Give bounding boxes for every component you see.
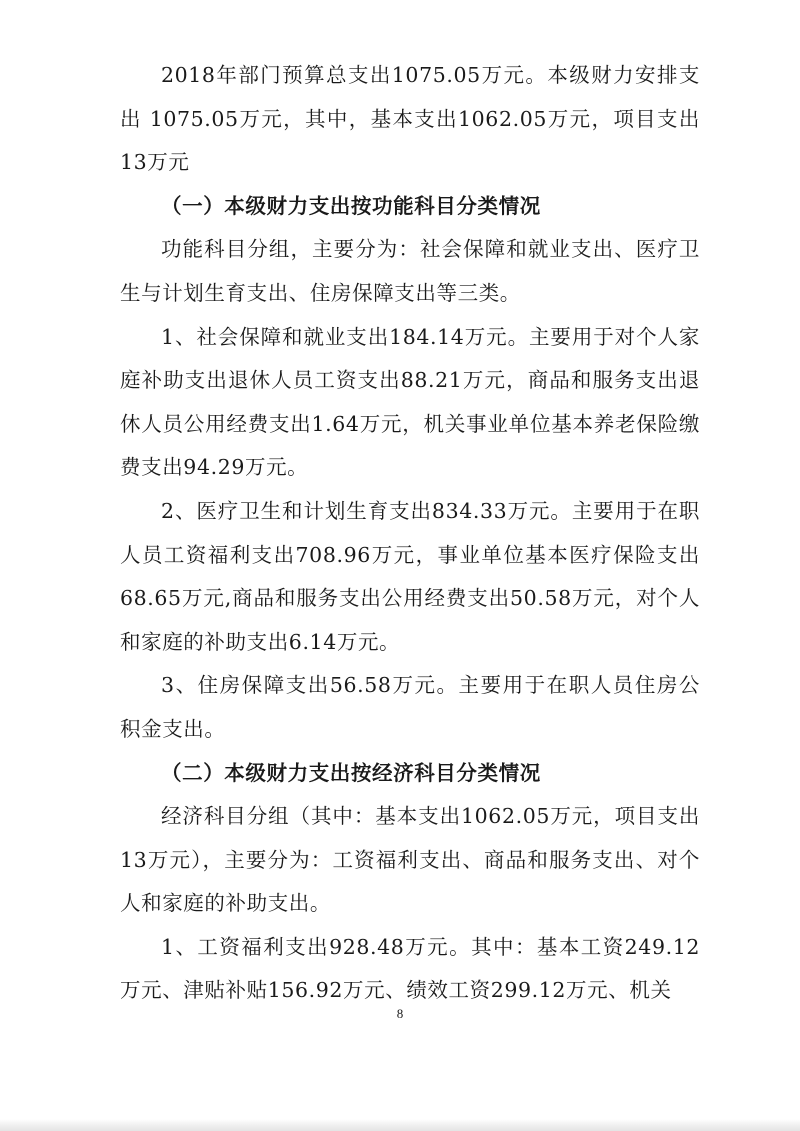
paragraph-social-security: 1、社会保障和就业支出184.14万元。主要用于对个人家庭补助支出退休人员工资支出88.21万元，商品和服务支出退休人员公用经费支出1.64万元，机关事业单位基本养老保险缴费支出94.29万元。 (120, 324, 700, 480)
document-body (120, 54, 700, 1013)
paragraph-economic-groups: 经济科目分组（其中：基本支出1062.05万元，项目支出13万元），主要分为：工资福利支出、商品和服务支出、对个人和家庭的补助支出。 (120, 804, 700, 916)
section-heading-functional: （一）本级财力支出按功能科目分类情况 (161, 193, 541, 218)
paragraph-functional-groups: 功能科目分组，主要分为：社会保障和就业支出、医疗卫生与计划生育支出、住房保障支出等三类。 (120, 237, 700, 305)
section-heading-economic: （二）本级财力支出按经济科目分类情况 (161, 760, 541, 785)
paragraph-wages-welfare: 1、工资福利支出928.48万元。其中：基本工资249.12万元、津贴补贴156.92万元、绩效工资299.12万元、机关 (120, 934, 700, 1003)
paragraph-medical-health: 2、医疗卫生和计划生育支出834.33万元。主要用于在职人员工资福利支出708.96万元，事业单位基本医疗保险支出68.65万元,商品和服务支出公用经费支出50.58万元，对个人和家庭的补助支出6.14万元。 (120, 498, 700, 654)
page-number: 8 (396, 1006, 404, 1021)
paragraph-budget-summary: 2018年部门预算总支出1075.05万元。本级财力安排支出 1075.05万元，其中，基本支出1062.05万元，项目支出13万元 (120, 63, 700, 175)
paragraph-housing: 3、住房保障支出56.58万元。主要用于在职人员住房公积金支出。 (120, 673, 700, 741)
scan-edge-shadow (0, 1119, 800, 1131)
